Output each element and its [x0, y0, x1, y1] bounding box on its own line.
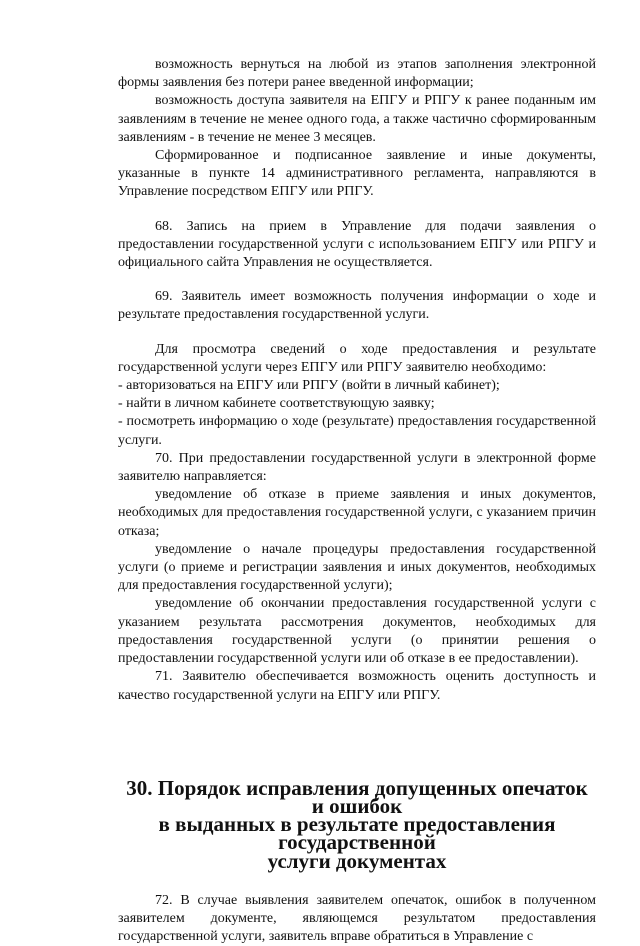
section-30-heading-line: услуги документах: [267, 848, 447, 873]
paragraph-69: 69. Заявитель имеет возможность получения информации о ходе и результате предоставления государственной услуги.: [118, 289, 596, 323]
section-30-heading-line: 30. Порядок исправления допущенных опечаток и ошибок: [126, 775, 588, 818]
document-page: [118, 56, 596, 946]
paragraph-68: 68. Запись на прием в Управление для подачи заявления о предоставлении государственной услуги с использованием ЕПГУ или РПГУ и официального сайта Управления не осуществляется.: [118, 218, 596, 271]
paragraph: возможность доступа заявителя на ЕПГУ и РПГУ к ранее поданным им заявлениям в течение не менее одного года, а также частично сформированным заявлениям - в течение не менее 3 месяцев.: [118, 93, 596, 145]
view-info-item: - найти в личном кабинете соответствующую заявку;: [118, 396, 435, 412]
paragraph: Сформированное и подписанное заявление и иные документы, указанные в пункте 14 административного регламента, направляются в Управление посредством ЕПГУ или РПГУ.: [118, 148, 596, 200]
notification-item: уведомление о начале процедуры предоставления государственной услуги (о приеме и регистрации заявления и иных документов, необходимых для предоставления государственной услуги);: [118, 541, 596, 594]
view-info-intro: Для просмотра сведений о ходе предоставления и результате государственной услуги через ЕПГУ или РПГУ заявителю необходимо:: [118, 341, 596, 375]
paragraph: возможность вернуться на любой из этапов заполнения электронной формы заявления без потери ранее введенной информации;: [118, 57, 596, 91]
section-30-heading: [118, 775, 596, 873]
notification-item: уведомление об окончании предоставления государственной услуги с указанием результата рассмотрения документов, необходимых для предоставления государственной услуги (о принятии решения о предоставлении государственной услуги или об отказе в ее предоставлении).: [118, 596, 596, 667]
view-info-item: - авторизоваться на ЕПГУ или РПГУ (войти в личный кабинет);: [118, 378, 500, 394]
paragraph-72: 72. В случае выявления заявителем опечаток, ошибок в полученном заявителем документе, являющемся результатом предоставления государственной услуги, заявитель вправе обратиться в Управление с: [118, 892, 596, 945]
view-info-item: - посмотреть информацию о ходе (результате) предоставления государственной услуги.: [118, 414, 596, 448]
section-30-heading-line: в выданных в результате предоставления государственной: [158, 812, 556, 855]
notification-item: уведомление об отказе в приеме заявления и иных документов, необходимых для предоставления государственной услуги, с указанием причин отказа;: [118, 487, 596, 539]
paragraph-71: 71. Заявителю обеспечивается возможность оценить доступность и качество государственной услуги на ЕПГУ или РПГУ.: [118, 669, 596, 703]
paragraph-70-lead: 70. При предоставлении государственной услуги в электронной форме заявителю направляется:: [118, 450, 596, 485]
